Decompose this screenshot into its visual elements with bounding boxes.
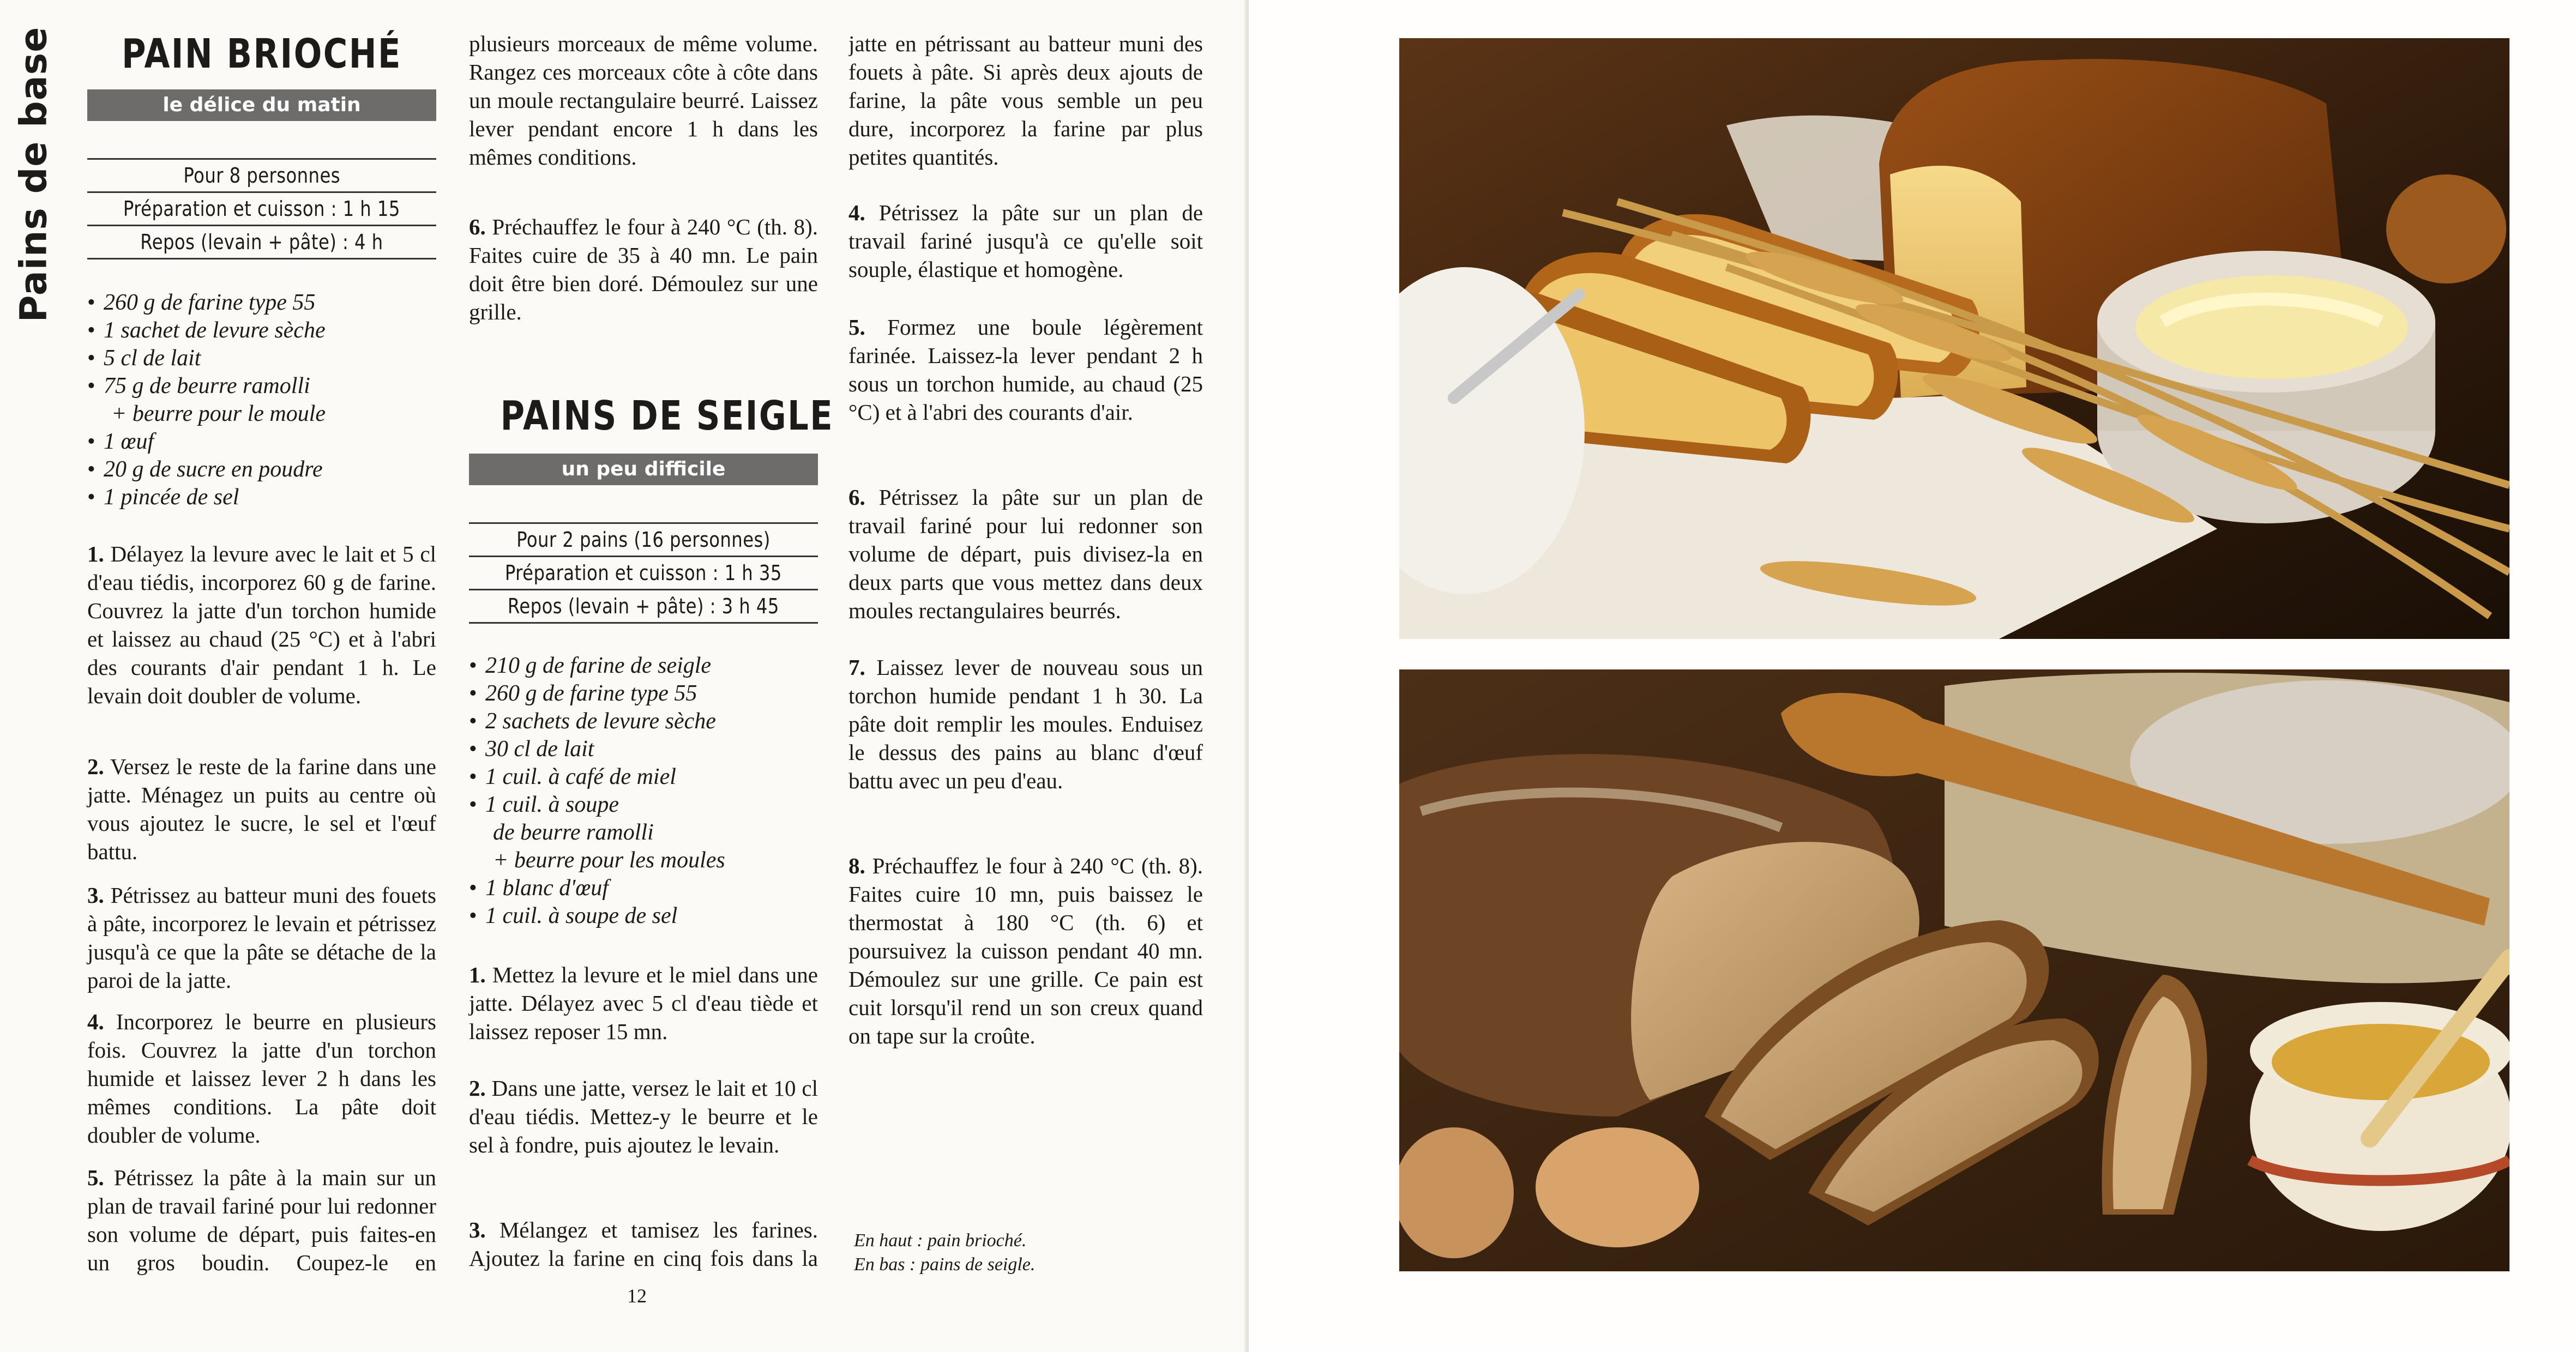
step-5-part-2: plusieurs morceaux de même volume. Rangez ces morceaux côte à côte dans un moule rectangulaire beurré. Laissez lever pendant encore 1 h dans les mêmes conditions.: [469, 31, 818, 170]
rest-time: Repos (levain + pâte) : 4 h: [87, 226, 436, 259]
step: 2. Versez le reste de la farine dans une jatte. Ménagez un puits au centre où vous ajoutez le sucre, le sel et l'œuf battu.: [87, 754, 436, 864]
ingredient: • 1 cuil. à soupe de sel: [469, 902, 829, 930]
rye-bread-illustration: [1399, 669, 2509, 1271]
brioche-photo: [1399, 38, 2509, 639]
egg: [1399, 1127, 1514, 1258]
prep-time: Préparation et cuisson : 1 h 15: [87, 193, 436, 226]
ingredient: de beurre ramolli: [493, 820, 654, 845]
ingredient-list: [469, 652, 829, 930]
step: 5. Formez une boule légèrement farinée. Laissez-la lever pendant 2 h sous un torchon humide, au chaud (25 °C) et à l'abri des courants d'air.: [848, 315, 1203, 425]
ingredient: • 1 pincée de sel: [87, 484, 447, 511]
rye-bread-photo: [1399, 669, 2509, 1271]
recipe-subtitle: le délice du matin: [87, 89, 436, 121]
recipe-info-box: [87, 158, 436, 259]
step: 4. Incorporez le beurre en plusieurs fois. Couvrez la jatte d'un torchon humide et laissez lever 2 h dans les mêmes conditions. La pâte doit doubler de volume.: [87, 1009, 437, 1148]
recipe-title: PAIN BRIOCHÉ: [122, 31, 402, 77]
ingredient: • 2 sachets de levure sèche: [469, 708, 829, 735]
egg: [2386, 174, 2506, 283]
ingredient: + beurre pour le moule: [111, 401, 326, 426]
step: 6. Préchauffez le four à 240 °C (th. 8). Faites cuire de 35 à 40 mn. Le pain doit être bien doré. Démoulez sur une grille.: [469, 214, 818, 324]
ingredient: • 260 g de farine type 55: [87, 289, 447, 317]
step: 6. Pétrissez la pâte sur un plan de travail fariné pour lui redonner son volume de départ, puis divisez-la en deux parts que vous mettez dans deux moules rectangulaires beurrés.: [848, 485, 1203, 623]
prep-time: Préparation et cuisson : 1 h 35: [469, 557, 818, 590]
ingredient: • 1 sachet de levure sèche: [87, 317, 447, 345]
ingredient: • 260 g de farine type 55: [469, 680, 829, 708]
step-3-part-1: 3. Mélangez et tamisez les farines. Ajoutez la farine en cinq fois dans la: [469, 1217, 818, 1271]
servings: Pour 8 personnes: [87, 160, 436, 193]
step-5-part-1: 5. Pétrissez la pâte à la main sur un plan de travail fariné pour lui redonner son volume de départ, puis faites-en un gros boudin. Coupez-le en: [87, 1165, 436, 1275]
section-label: Pains de base: [12, 26, 56, 323]
ingredient: • 210 g de farine de seigle: [469, 652, 829, 680]
step: 1. Mettez la levure et le miel dans une jatte. Délayez avec 5 cl d'eau tiède et laissez reposer 15 mn.: [469, 962, 818, 1044]
photo-caption: En haut : pain brioché. En bas : pains de seigle.: [854, 1230, 1036, 1275]
recipe-title: PAINS DE SEIGLE: [500, 393, 834, 439]
step: 1. Délayez la levure avec le lait et 5 cl d'eau tiédis, incorporez 60 g de farine. Couvrez la jatte d'un torchon humide et laissez au chaud (25 °C) et à l'abri des courants d'air pendant 1 h. Le levain doit doubler de volume.: [87, 541, 437, 708]
recipe-subtitle: un peu difficile: [469, 454, 818, 485]
ingredient: • 30 cl de lait: [469, 735, 829, 763]
ingredient: + beurre pour les moules: [493, 848, 725, 873]
step: 4. Pétrissez la pâte sur un plan de travail fariné jusqu'à ce qu'elle soit souple, élastique et homogène.: [848, 200, 1203, 282]
ingredient-list: [87, 289, 447, 511]
ingredient: • 75 g de beurre ramolli: [87, 372, 447, 400]
brioche-illustration: [1399, 38, 2509, 639]
ingredient: • 1 blanc d'œuf: [469, 874, 829, 902]
step: 3. Pétrissez au batteur muni des fouets à pâte, incorporez le levain et pétrissez jusqu'à ce que la pâte se détache de la paroi de la jatte.: [87, 883, 437, 993]
step-3-part-2: jatte en pétrissant au batteur muni des fouets à pâte. Si après deux ajouts de farine, la pâte vous semble un peu dure, incorporez la farine par plus petites quantités.: [848, 31, 1203, 170]
servings: Pour 2 pains (16 personnes): [469, 524, 818, 557]
page-number: 12: [627, 1285, 647, 1307]
ingredient: • 1 cuil. à café de miel: [469, 763, 829, 791]
recipe-info-box: [469, 522, 818, 624]
step: 7. Laissez lever de nouveau sous un torchon humide pendant 1 h 30. La pâte doit remplir les moules. Enduisez le dessus des pains au blanc d'œuf battu avec un peu d'eau.: [848, 655, 1203, 793]
ingredient: • 5 cl de lait: [87, 345, 447, 372]
step: 8. Préchauffez le four à 240 °C (th. 8). Faites cuire 10 mn, puis baissez le thermostat à 180 °C (th. 6) et poursuivez la cuisson pendant 40 mn. Démoulez sur une grille. Ce pain est cuit lorsqu'il rend un son creux quand on tape sur la croûte.: [848, 853, 1203, 1048]
ingredient: • 1 œuf: [87, 428, 447, 456]
step: 2. Dans une jatte, versez le lait et 10 cl d'eau tiédis. Mettez-y le beurre et le sel à fondre, puis ajoutez le levain.: [469, 1076, 818, 1157]
left-page: [0, 0, 1249, 1352]
egg: [1536, 1127, 1699, 1247]
rest-time: Repos (levain + pâte) : 3 h 45: [469, 590, 818, 624]
ingredient: • 20 g de sucre en poudre: [87, 456, 447, 484]
ingredient: • 1 cuil. à soupe: [469, 791, 829, 819]
